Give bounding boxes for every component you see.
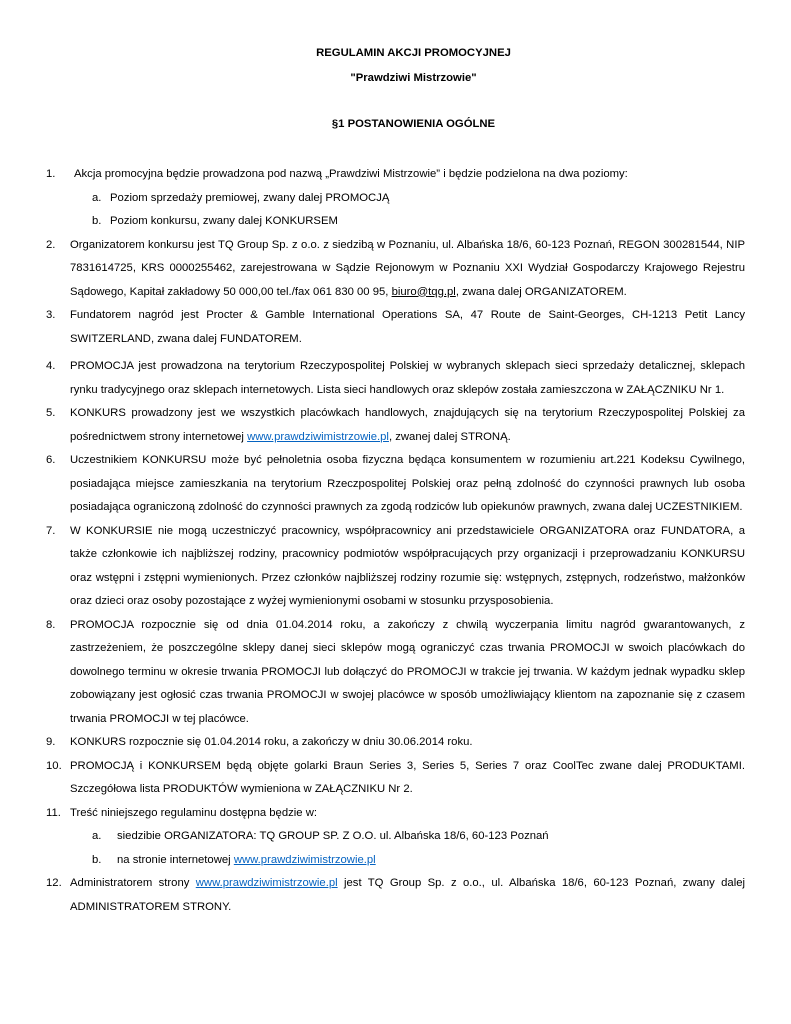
item-text: PROMOCJA jest prowadzona na terytorium Rzeczypospolitej Polskiej w wybranych sklepach sieci sprzedaży detalicznej, sklepach rynku tradycyjnego oraz sklepach internetowych. Lista sieci handlowych oraz sklepów została zamieszczona w ZAŁĄCZNIKU Nr 1. (70, 360, 745, 396)
list-item (46, 449, 745, 520)
item-number: 1. (46, 168, 56, 180)
sub-item (70, 849, 745, 873)
list-item (46, 614, 745, 732)
item-text (70, 872, 745, 919)
email-link[interactable]: biuro@tqg.pl (391, 285, 456, 298)
item-number: 11. (46, 806, 61, 819)
item-text: PROMOCJA rozpocznie się od dnia 01.04.2014 roku, a zakończy z chwilą wyczerpania limitu nagród gwarantowanych, z zastrzeżeniem, że poszczególne sklepy danej sieci sklepów mogą ograniczyć czas trwania PROMOCJI w swoich placówkach do dowolnego terminu w okresie trwania PROMOCJI lub dołączyć do PROMOCJI w trakcie jej trwania. W każdym jednak wypadku sklep zobowiązany jest ogłosić czas trwania PROMOCJI w swojej placówce w sposób umożliwiający klientom na zapoznanie się z czasem trwania PROMOCJI w tej placówce. (70, 618, 745, 725)
item-text (70, 234, 745, 305)
item-number: 12. (46, 877, 62, 889)
sub-item-letter: a. (92, 191, 102, 204)
item-text-part: Organizatorem konkursu jest TQ Group Sp. z o.o. z siedzibą w Poznaniu, ul. Albańska 18/6, 60-123 Poznań, REGON 300281544, NIP 7831614725, KRS 0000255462, zarejestrowana w Sądzie Rejonowym w Poznaniu XXI Wydział Gospodarczy Krajowego Rejestru Sądowego, Kapitał zakładowy 50 000,00 tel./fax 061 830 00 95, (70, 238, 745, 298)
sub-item-text: siedzibie ORGANIZATORA: TQ GROUP SP. Z O.O. ul. Albańska 18/6, 60-123 Poznań (117, 830, 549, 842)
item-text-part: jest TQ Group Sp. z o.o., ul. Albańska 18/6, 60-123 Poznań, zwany dalej ADMINISTRATOREM STRONY. (70, 877, 746, 913)
sub-item-text: Poziom konkursu, zwany dalej KONKURSEM (110, 215, 338, 227)
item-number: 2. (46, 238, 56, 251)
item-number: 10. (46, 759, 62, 772)
item-text: Treść niniejszego regulaminu dostępna będzie w: (70, 806, 317, 819)
sub-item (70, 825, 745, 849)
document-title: REGULAMIN AKCJI PROMOCYJNEJ (316, 47, 511, 59)
website-link[interactable]: www.prawdziwimistrzowie.pl (247, 430, 389, 443)
section-heading: §1 POSTANOWIENIA OGÓLNE (331, 118, 496, 130)
website-link[interactable]: www.prawdziwimistrzowie.pl (233, 853, 376, 866)
item-text-part: , zwana dalej ORGANIZATOREM. (455, 285, 627, 298)
list-item (46, 402, 745, 449)
item-number: 3. (46, 309, 56, 321)
website-link[interactable]: www.prawdziwimistrzowie.pl (195, 877, 338, 889)
item-number: 9. (46, 736, 56, 748)
sub-item-letter: b. (92, 215, 102, 227)
list-item (46, 755, 745, 802)
item-number: 8. (46, 618, 56, 631)
item-text: W KONKURSIE nie mogą uczestniczyć pracownicy, współpracownicy ani przedstawiciele ORGANIZATORA oraz FUNDATORA, a także członkowie ich najbliższej rodziny, pracownicy podmiotów współpracujących przy organizacji i przeprowadzaniu KONKURSU oraz wstępni i zstępni wymienionych. Przez członków najbliższej rodziny rozumie się: wstępnych, zstępnych, rodzeństwo, małżonków oraz dzieci oraz osoby pozostające z wyżej wymienionymi osobami w stosunku przysposobienia. (70, 524, 745, 607)
list-item (46, 234, 745, 305)
item-number: 7. (46, 524, 56, 537)
item-number: 6. (46, 454, 56, 466)
list-item (46, 163, 745, 234)
item-number: 4. (46, 360, 56, 372)
list-item (46, 872, 745, 919)
list-item (46, 802, 745, 873)
list-item (46, 520, 745, 614)
provisions-list (46, 163, 745, 919)
list-item (46, 304, 745, 351)
sub-item (70, 210, 745, 234)
item-text-part: KONKURS prowadzony jest we wszystkich placówkach handlowych, znajdujących się na terytorium Rzeczypospolitej Polskiej za pośrednictwem strony internetowej (70, 407, 745, 443)
item-text-part: , zwanej dalej STRONĄ. (388, 430, 511, 443)
item-text (70, 402, 745, 449)
item-text: Akcja promocyjna będzie prowadzona pod nazwą „Prawdziwi Mistrzowie” i będzie podzielona na dwa poziomy: (74, 168, 628, 180)
sub-item (70, 187, 745, 211)
sub-item-letter: b. (92, 853, 102, 866)
list-item (46, 731, 745, 755)
item-text: Uczestnikiem KONKURSU może być pełnoletnia osoba fizyczna będąca konsumentem w rozumieniu art.221 Kodeksu Cywilnego, posiadająca miejsce zamieszkania na terytorium Rzeczpospolitej Polskiej oraz pełną zdolność do czynności prawnych lub osoba posiadająca ograniczoną zdolność do czynności prawnych za zgodą rodziców lub opiekunów prawnych, zwana dalej UCZESTNIKIEM. (70, 454, 745, 513)
sub-item-text: na stronie internetowej (117, 853, 234, 866)
item-number: 5. (46, 407, 56, 419)
item-text-part: Administratorem strony (70, 877, 196, 889)
item-text: KONKURS rozpocznie się 01.04.2014 roku, a zakończy w dniu 30.06.2014 roku. (70, 736, 473, 748)
item-text: PROMOCJĄ i KONKURSEM będą objęte golarki Braun Series 3, Series 5, Series 7 oraz CoolTec zwane dalej PRODUKTAMI. Szczegółowa lista PRODUKTÓW wymieniona w ZAŁĄCZNIKU Nr 2. (70, 759, 745, 795)
document-subtitle: "Prawdziwi Mistrzowie" (350, 72, 477, 84)
list-item (46, 355, 745, 402)
sub-item-letter: a. (92, 830, 102, 842)
item-text: Fundatorem nagród jest Procter & Gamble International Operations SA, 47 Route de Saint-Georges, CH-1213 Petit Lancy SWITZERLAND, zwana dalej FUNDATOREM. (70, 309, 745, 345)
sub-item-text: Poziom sprzedaży premiowej, zwany dalej PROMOCJĄ (110, 191, 390, 204)
